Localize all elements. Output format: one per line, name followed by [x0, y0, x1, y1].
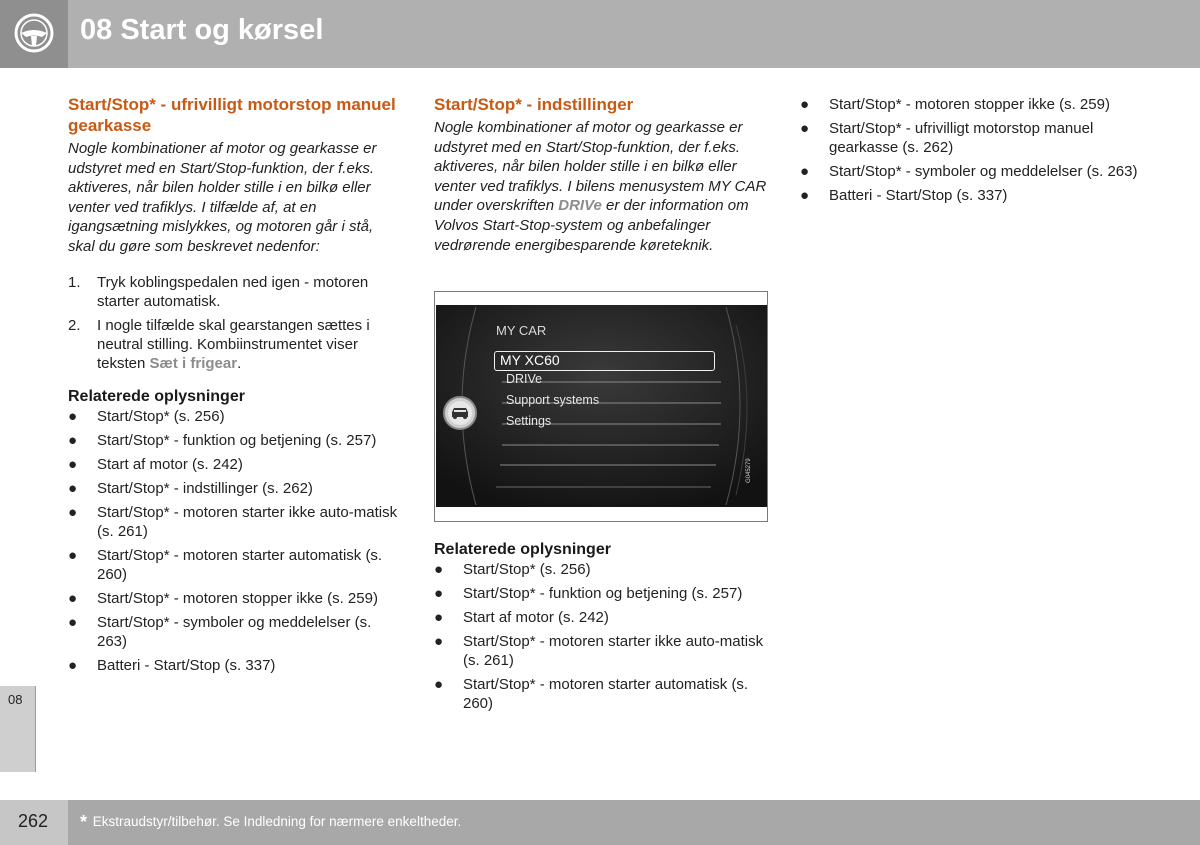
- step-number: 1.: [68, 273, 81, 291]
- screen-selected-item: MY XC60: [494, 351, 715, 371]
- bullet-icon: ●: [68, 546, 78, 564]
- step-item: [68, 316, 400, 373]
- related-link[interactable]: ● Start/Stop* - indstillinger (s. 262): [68, 479, 313, 497]
- steps-list: [68, 273, 400, 373]
- bullet-icon: ●: [434, 676, 444, 693]
- related-link[interactable]: ● Start/Stop* - motoren starter ikke auto-matisk (s. 261): [68, 503, 398, 540]
- display-message-text: Sæt i frigear: [149, 354, 238, 372]
- related-link[interactable]: ● Start/Stop* - motoren starter automatisk (s. 260): [68, 546, 383, 583]
- related-links-list: [800, 95, 1140, 205]
- related-link[interactable]: ● Start/Stop* (s. 256): [68, 407, 225, 425]
- steering-wheel-icon: [14, 13, 54, 53]
- drive-menu-highlight: DRIVe: [558, 197, 602, 215]
- column-2-related: [434, 540, 769, 718]
- bullet-icon: ●: [68, 431, 78, 449]
- related-link[interactable]: ● Start/Stop* - motoren starter automatisk (s. 260): [434, 676, 749, 712]
- bullet-icon: ●: [800, 120, 810, 137]
- step-text: Tryk koblingspedalen ned igen - motoren starter automatisk.: [97, 273, 369, 310]
- screen-background: [436, 305, 767, 507]
- related-links-list: [68, 407, 400, 675]
- related-links-list: [434, 560, 769, 713]
- related-link[interactable]: ● Start/Stop* - symboler og meddelelser (s. 263): [68, 613, 372, 650]
- footnote-text: Ekstraudstyr/tilbehør. Se Indledning for nærmere enkeltheder.: [92, 814, 462, 829]
- bullet-icon: ●: [434, 633, 444, 650]
- related-info-heading: Relaterede oplysninger: [68, 387, 245, 405]
- chapter-title: 08 Start og kørsel: [80, 14, 324, 46]
- related-link[interactable]: ● Start/Stop* - funktion og betjening (s. 257): [68, 431, 377, 449]
- image-id-label: G045279: [746, 458, 752, 483]
- related-link[interactable]: ● Start/Stop* - funktion og betjening (s. 257): [434, 585, 743, 602]
- car-menu-icon: [442, 395, 478, 431]
- intro-paragraph: Nogle kombinationer af motor og gearkasse er udstyret med en Start/Stop-funktion, der f.eks. aktiveres, når bilen holder stille i en bilkø eller venter ved trafiklys. I tilfælde af, at en igangsætning mislykkes, og motoren går i stå, skal du gøre som beskrevet nedenfor:: [68, 140, 377, 255]
- screen-menu-item-drive: DRIVe: [506, 372, 543, 386]
- bullet-icon: ●: [434, 561, 444, 578]
- bullet-icon: ●: [68, 407, 78, 425]
- screen-menu-title: MY CAR: [496, 323, 547, 338]
- related-link[interactable]: ● Start/Stop* - motoren stopper ikke (s. 259): [68, 589, 378, 607]
- step-number: 2.: [68, 316, 81, 334]
- related-link[interactable]: ● Batteri - Start/Stop (s. 337): [68, 656, 276, 674]
- related-link[interactable]: ● Start/Stop* - ufrivilligt motorstop manuel gearkasse (s. 262): [800, 120, 1094, 156]
- chapter-tab-label: 08: [8, 692, 23, 707]
- header-icon-box: [0, 0, 68, 68]
- section-heading-settings: Start/Stop* - indstillinger: [434, 95, 634, 114]
- related-link[interactable]: ● Start/Stop* (s. 256): [434, 561, 591, 578]
- bullet-icon: ●: [68, 479, 78, 497]
- step-item: [68, 273, 400, 311]
- page-number: 262: [18, 811, 49, 831]
- step-text: I nogle tilfælde skal gearstangen sættes i neutral stilling. Kombiinstrumentet viser teksten: [97, 316, 370, 372]
- bullet-icon: ●: [434, 609, 444, 626]
- bullet-icon: ●: [434, 585, 444, 602]
- related-link[interactable]: ● Start af motor (s. 242): [68, 455, 243, 473]
- section-heading-manual-gearbox: Start/Stop* - ufrivilligt motorstop manuel gearkasse: [68, 95, 396, 135]
- column-2: [434, 94, 769, 255]
- step-text-end: .: [237, 354, 242, 372]
- related-link[interactable]: ● Start/Stop* - motoren stopper ikke (s. 259): [800, 96, 1110, 113]
- screen-menu-item-support: Support systems: [506, 393, 600, 407]
- related-link[interactable]: ● Start/Stop* - symboler og meddelelser (s. 263): [800, 163, 1138, 180]
- related-link[interactable]: ● Start/Stop* - motoren starter ikke auto-matisk (s. 261): [434, 633, 764, 669]
- screen-menu-item-settings: Settings: [506, 414, 552, 428]
- footnote-star: *: [80, 812, 88, 832]
- intro-paragraph: Nogle kombinationer af motor og gearkasse er udstyret med en Start/Stop-funktion, der f.eks. aktiveres, når bilen holder stille i en bilkø eller venter ved trafiklys. I bilens menusystem MY CAR under overskriften DRIVe er der information om Volvos Start-Stop-system og anbefalinger vedrørende energibesparende køreteknik.: [434, 119, 767, 254]
- column-1: [68, 94, 400, 680]
- related-link[interactable]: ● Start af motor (s. 242): [434, 609, 609, 626]
- column-3: [800, 95, 1140, 210]
- bullet-icon: ●: [800, 163, 810, 180]
- related-link[interactable]: ● Batteri - Start/Stop (s. 337): [800, 187, 1008, 204]
- display-screen: [436, 305, 767, 507]
- bullet-icon: ●: [68, 589, 78, 607]
- bullet-icon: ●: [68, 613, 78, 631]
- bullet-icon: ●: [800, 187, 810, 204]
- bullet-icon: ●: [68, 503, 78, 521]
- bullet-icon: ●: [800, 96, 810, 113]
- related-info-heading: Relaterede oplysninger: [434, 541, 611, 558]
- footnote: [80, 812, 461, 833]
- menu-screen-illustration: [434, 291, 768, 522]
- bullet-icon: ●: [68, 455, 78, 473]
- bullet-icon: ●: [68, 656, 78, 674]
